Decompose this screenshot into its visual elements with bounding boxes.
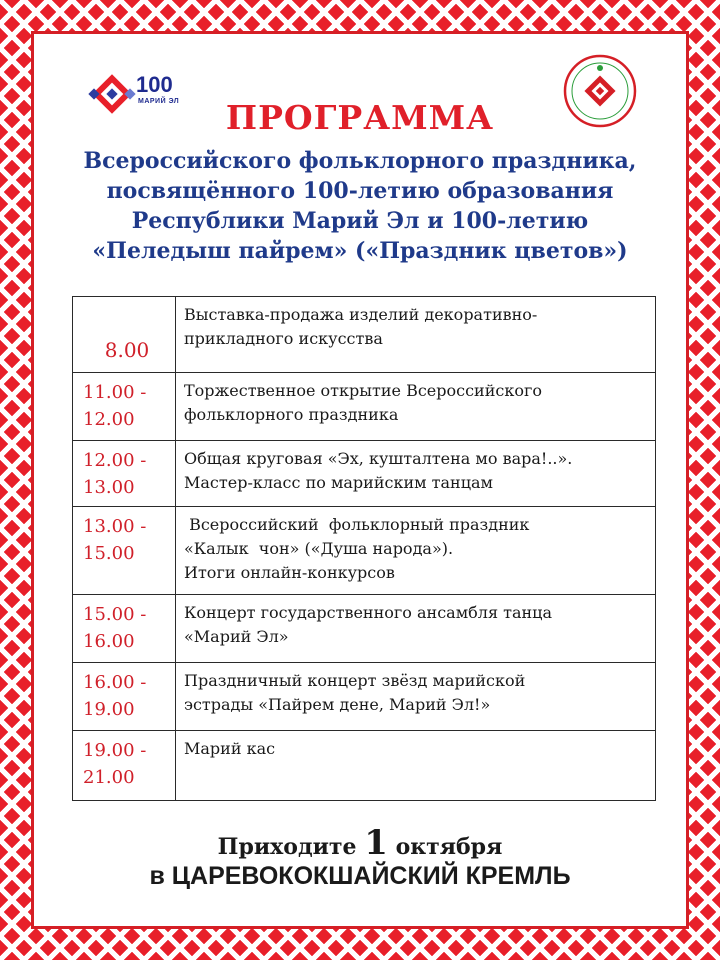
schedule-event xyxy=(176,731,656,801)
invitation-line xyxy=(0,823,720,863)
schedule-row xyxy=(73,373,656,441)
time-start: 8.00 xyxy=(104,338,150,362)
time-start: 19.00 - xyxy=(83,740,147,761)
event-line: Мастер-класс по марийским танцам xyxy=(184,473,493,492)
schedule-time xyxy=(73,373,176,441)
time-end: 16.00 xyxy=(83,631,135,652)
time-start: 16.00 - xyxy=(83,672,147,693)
schedule-time xyxy=(73,441,176,507)
venue-line xyxy=(0,862,720,891)
event-subtitle xyxy=(60,146,660,266)
schedule-time xyxy=(73,663,176,731)
event-line: «Марий Эл» xyxy=(184,627,289,646)
time-start: 13.00 - xyxy=(83,516,147,537)
event-line: прикладного искусства xyxy=(184,329,383,348)
subtitle-line: «Пеледыш пайрем» («Праздник цветов») xyxy=(92,238,628,264)
event-line: Общая круговая «Эх, кушталтена мо вара!..». xyxy=(184,449,573,468)
invitation-month: октября xyxy=(395,834,503,860)
schedule-event xyxy=(176,507,656,595)
schedule-event xyxy=(176,297,656,373)
subtitle-line: Всероссийского фольклорного праздника, xyxy=(83,148,637,174)
page-title: ПРОГРАММА xyxy=(225,98,495,137)
time-start: 11.00 - xyxy=(83,382,147,403)
invitation-day: 1 xyxy=(364,823,388,863)
time-end: 15.00 xyxy=(83,543,135,564)
schedule-row xyxy=(73,731,656,801)
schedule-event xyxy=(176,595,656,663)
schedule-row xyxy=(73,507,656,595)
schedule-row xyxy=(73,441,656,507)
schedule-event xyxy=(176,663,656,731)
schedule-row xyxy=(73,663,656,731)
event-line: «Калык чон» («Душа народа»). xyxy=(184,539,454,558)
schedule-row xyxy=(73,297,656,373)
schedule-time xyxy=(73,731,176,801)
event-line: Выставка-продажа изделий декоративно- xyxy=(184,305,538,324)
event-line: Итоги онлайн-конкурсов xyxy=(184,563,395,582)
time-end: 13.00 xyxy=(83,477,135,498)
event-line: Марий кас xyxy=(184,739,276,758)
logo-caption: МАРИЙ ЭЛ xyxy=(138,98,180,105)
event-line: фольклорного праздника xyxy=(184,405,399,424)
event-line: Праздничный концерт звёзд марийской xyxy=(184,671,526,690)
event-line: Всероссийский фольклорный праздник xyxy=(184,515,530,534)
time-end: 12.00 xyxy=(83,409,135,430)
time-end: 19.00 xyxy=(83,699,135,720)
subtitle-line: посвящённого 100-летию образования xyxy=(106,178,614,204)
schedule-time xyxy=(73,297,176,373)
event-line: Торжественное открытие Всероссийского xyxy=(184,381,542,400)
time-end: 21.00 xyxy=(83,767,135,788)
schedule-time xyxy=(73,595,176,663)
time-start: 12.00 - xyxy=(83,450,147,471)
event-line: эстрады «Пайрем дене, Марий Эл!» xyxy=(184,695,491,714)
schedule-event xyxy=(176,441,656,507)
event-line: Концерт государственного ансамбля танца xyxy=(184,603,552,622)
schedule-event xyxy=(176,373,656,441)
logo-number: 100 xyxy=(136,72,173,97)
time-start: 15.00 - xyxy=(83,604,147,625)
invitation-text: Приходите xyxy=(217,834,357,860)
schedule-row xyxy=(73,595,656,663)
venue-prefix: в xyxy=(149,862,165,890)
subtitle-line: Республики Марий Эл и 100-летию xyxy=(131,208,589,234)
schedule-time xyxy=(73,507,176,595)
schedule-table xyxy=(72,296,656,801)
venue-name: ЦАРЕВОКОКШАЙСКИЙ КРЕМЛЬ xyxy=(171,862,571,890)
